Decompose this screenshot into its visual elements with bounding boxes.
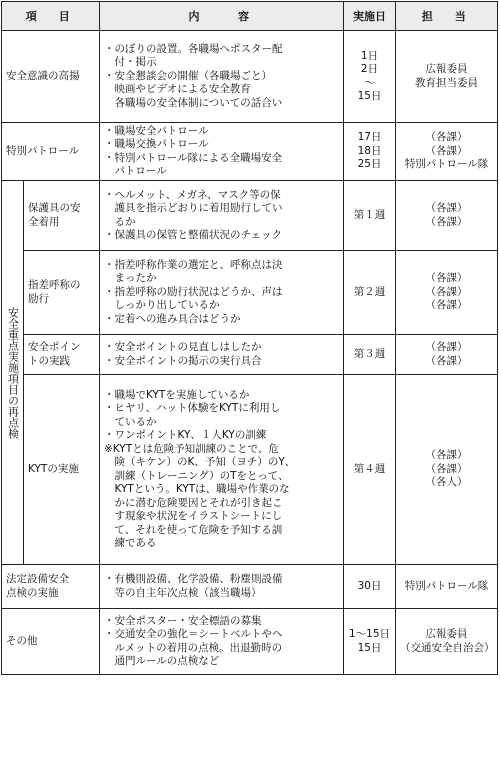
content-cell-line: しっかり出しているか <box>104 299 220 312</box>
date-cell <box>344 335 396 375</box>
person-cell <box>396 335 498 375</box>
content-cell <box>100 375 344 565</box>
date-cell-line: 1日 <box>360 49 379 62</box>
table-row <box>2 609 498 675</box>
content-cell <box>100 31 344 123</box>
item-cell-line: 安全意識の高揚 <box>6 69 80 82</box>
content-cell <box>100 335 344 375</box>
content-cell-line: ルメットの着用の点検。出退勤時の <box>104 641 283 654</box>
person-cell <box>396 251 498 335</box>
person-cell-line: 広報委員 <box>425 63 468 75</box>
content-cell-line: ・安全ポイントの見直しはしたか <box>104 341 262 353</box>
content-cell-line: 訓練（トレーニング）のTをとって、 <box>104 469 289 482</box>
person-cell-line: （各課） <box>425 202 468 214</box>
item-cell-line: KYTの実施 <box>28 462 79 475</box>
date-cell-line: 第３週 <box>353 347 386 360</box>
content-cell-line: パトロール <box>104 165 167 177</box>
date-cell <box>344 375 396 565</box>
item-cell <box>2 565 100 609</box>
content-cell-line: KYTという。KYTは、職場や作業のな <box>104 483 290 495</box>
person-cell <box>396 181 498 251</box>
date-cell-line: 15日 <box>357 641 382 654</box>
item-cell <box>24 251 100 335</box>
safety-plan-table <box>1 1 498 675</box>
content-cell-line: ・指差呼称作業の選定と、呼称点は決 <box>104 258 283 271</box>
header-person: 担 当 <box>396 2 498 31</box>
item-cell <box>2 31 100 123</box>
content-cell-line: ・指差呼称の励行状況はどうか、声は <box>104 285 283 298</box>
content-cell <box>100 565 344 609</box>
date-cell-line: 18日 <box>357 144 382 157</box>
person-cell-line: 教育担当委員 <box>415 76 478 89</box>
table-row <box>2 565 498 609</box>
content-cell-line: ・職場安全パトロール <box>104 124 209 137</box>
person-cell-line: 特別パトロール隊 <box>404 579 489 592</box>
table-row <box>2 31 498 123</box>
content-cell-line: 護具を指示どおりに着用励行してい <box>104 202 283 214</box>
person-cell-line: （各課） <box>425 341 468 353</box>
item-cell-line: 特別パトロール <box>6 144 80 157</box>
person-cell <box>396 123 498 181</box>
content-cell-line: 険（キケン）のK、予知（ヨチ）のY、 <box>104 456 296 468</box>
person-cell-line: （各課） <box>425 354 468 367</box>
item-cell-line: 指差呼称の <box>28 279 81 291</box>
person-cell-line: （各課） <box>425 449 468 462</box>
content-cell <box>100 123 344 181</box>
item-cell-line: 点検の実施 <box>6 586 59 599</box>
header-content: 内 容 <box>100 2 344 31</box>
item-cell-line: その他 <box>6 634 38 647</box>
group-label-cell <box>2 181 24 565</box>
group-label: 安全重点実施項目の再点検 <box>6 306 20 439</box>
date-cell <box>344 565 396 609</box>
content-cell-line: ・保護具の保管と整備状況のチェック <box>104 229 283 241</box>
date-cell <box>344 181 396 251</box>
content-cell-line: す現象や状況をイラストシートにし <box>104 510 283 522</box>
item-cell <box>2 123 100 181</box>
date-cell-line: 第２週 <box>353 285 386 298</box>
header-row <box>2 2 498 31</box>
content-cell-line: かに潜む危険要因とそれが引き起こ <box>104 496 283 509</box>
header-date: 実施日 <box>344 2 396 31</box>
item-cell-line: トの実践 <box>28 354 70 367</box>
content-cell-line: ・定着への進み具合はどうか <box>104 312 241 325</box>
content-cell-line: ・有機則設備、化学設備、粉塵則設備 <box>104 573 283 585</box>
item-cell-line: 安全ポイン <box>28 341 81 353</box>
table-row <box>2 123 498 181</box>
table-row <box>2 375 498 565</box>
person-cell-line: （各課） <box>425 144 468 157</box>
content-cell-line: ・職場交換パトロール <box>104 138 209 150</box>
date-cell <box>344 123 396 181</box>
item-cell <box>24 181 100 251</box>
content-cell-line: ・交通安全の強化＝シートベルトやヘ <box>104 628 283 640</box>
content-cell-line: て、それを使って危険を予知する訓 <box>104 523 283 536</box>
person-cell <box>396 609 498 675</box>
person-cell-line: （各課） <box>425 131 468 144</box>
date-cell <box>344 251 396 335</box>
date-cell-line: 2日 <box>360 63 379 75</box>
item-cell-line: 励行 <box>28 292 49 305</box>
person-cell-line: （交通安全自治会） <box>400 641 495 654</box>
content-cell-line: ・ヘルメット、メガネ、マスク等の保 <box>104 188 281 201</box>
person-cell <box>396 31 498 123</box>
person-cell <box>396 565 498 609</box>
content-cell-line: ・ヒヤリ、ハット体験をKYTに利用し <box>104 402 281 414</box>
content-cell-line: 各職場の安全体制についての話合い <box>104 96 283 109</box>
content-cell-line: 付・掲示 <box>104 56 157 69</box>
table-row <box>2 335 498 375</box>
content-cell-line: ・特別パトロール隊による全職場安全 <box>104 151 283 164</box>
person-cell-line: 広報委員 <box>425 628 468 640</box>
content-cell-line: ※KYTとは危険予知訓練のことで、危 <box>104 442 279 455</box>
item-cell-line: 法定設備安全 <box>6 573 69 585</box>
content-cell <box>100 181 344 251</box>
date-cell-line: 30日 <box>357 579 382 592</box>
header-item: 項 目 <box>2 2 100 31</box>
date-cell-line: 25日 <box>357 158 382 171</box>
item-cell <box>24 375 100 565</box>
content-cell-line: ・のぼりの設置。各職場へポスター配 <box>104 42 283 55</box>
person-cell <box>396 375 498 565</box>
person-cell-line: （各課） <box>425 215 468 228</box>
table-row <box>2 251 498 335</box>
date-cell-line: 第４週 <box>353 462 386 475</box>
content-cell-line: 練である <box>104 537 157 549</box>
item-cell <box>24 335 100 375</box>
table-row <box>2 181 498 251</box>
content-cell-line: ているか <box>104 415 157 428</box>
content-cell-line: まったか <box>104 272 157 285</box>
content-cell-line: ・職場でKYTを実施しているか <box>104 388 250 401</box>
person-cell-line: （各課） <box>425 272 468 285</box>
content-cell-line: ・安全懇談会の開催（各職場ごと） <box>104 69 272 82</box>
content-cell-line: ・ワンポイントKY、１人KYの訓練 <box>104 429 267 441</box>
content-cell <box>100 251 344 335</box>
person-cell-line: （各人） <box>425 476 468 489</box>
person-cell-line: （各課） <box>425 285 468 298</box>
date-cell-line: 第１週 <box>353 208 386 221</box>
person-cell-line: （各課） <box>425 299 468 312</box>
content-cell-line: 通門ルールの点検など <box>104 655 220 667</box>
item-cell-line: 保護具の安 <box>28 202 81 214</box>
content-cell-line: るか <box>104 215 136 228</box>
date-cell-line: 15日 <box>357 90 382 102</box>
date-cell <box>344 609 396 675</box>
content-cell-line: 等の自主年次点検（該当職場） <box>104 586 262 599</box>
date-cell-line: ～ <box>364 76 375 89</box>
person-cell-line: 特別パトロール隊 <box>404 158 489 171</box>
date-cell-line: 17日 <box>357 131 382 144</box>
content-cell-line: ・安全ポイントの掲示の実行具合 <box>104 354 262 367</box>
content-cell-line: 映画やビデオによる安全教育 <box>104 83 251 96</box>
item-cell <box>2 609 100 675</box>
content-cell <box>100 609 344 675</box>
person-cell-line: （各課） <box>425 462 468 475</box>
item-cell-line: 全着用 <box>28 215 60 228</box>
date-cell-line: 1～15日 <box>348 628 391 640</box>
content-cell-line: ・安全ポスター・安全標語の募集 <box>104 614 262 627</box>
date-cell <box>344 31 396 123</box>
